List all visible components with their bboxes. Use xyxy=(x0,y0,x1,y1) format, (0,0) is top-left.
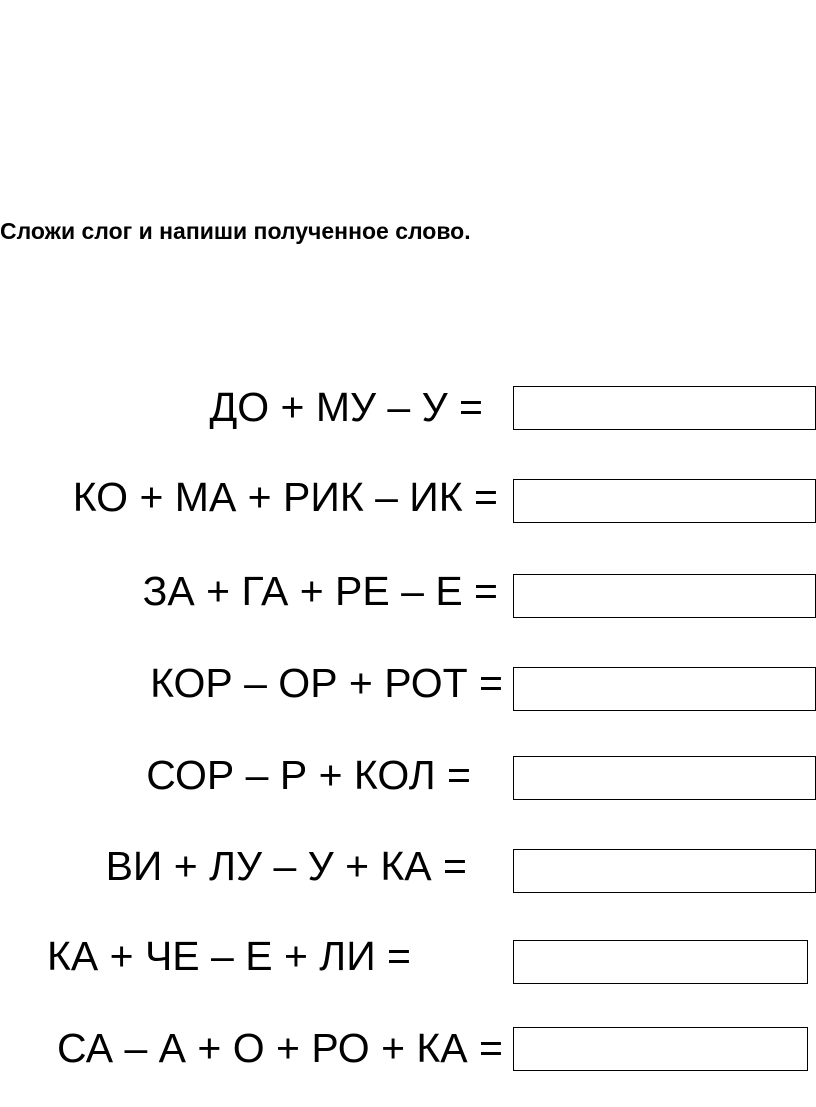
exercise-expression-1: ДО + МУ – У = xyxy=(209,384,483,430)
exercise-expression-6: ВИ + ЛУ – У + КА = xyxy=(105,843,467,889)
exercise-expression-5: СОР – Р + КОЛ = xyxy=(146,752,471,798)
exercise-expression-8: СА – А + О + РО + КА = xyxy=(57,1025,503,1071)
answer-box-3[interactable] xyxy=(513,574,816,618)
answer-box-1[interactable] xyxy=(513,386,816,430)
answer-box-5[interactable] xyxy=(513,756,816,800)
exercise-expression-7: КА + ЧЕ – Е + ЛИ = xyxy=(47,933,411,979)
exercise-expression-2: КО + МА + РИК – ИК = xyxy=(72,474,498,520)
exercise-expression-4: КОР – ОР + РОТ = xyxy=(150,660,503,706)
instruction-text: Сложи слог и напиши полученное слово. xyxy=(0,218,471,244)
answer-box-7[interactable] xyxy=(513,940,808,984)
answer-box-8[interactable] xyxy=(513,1027,808,1071)
exercise-expression-3: ЗА + ГА + РЕ – Е = xyxy=(142,568,498,614)
answer-box-4[interactable] xyxy=(513,667,816,711)
answer-box-6[interactable] xyxy=(513,849,816,893)
answer-box-2[interactable] xyxy=(513,479,816,523)
